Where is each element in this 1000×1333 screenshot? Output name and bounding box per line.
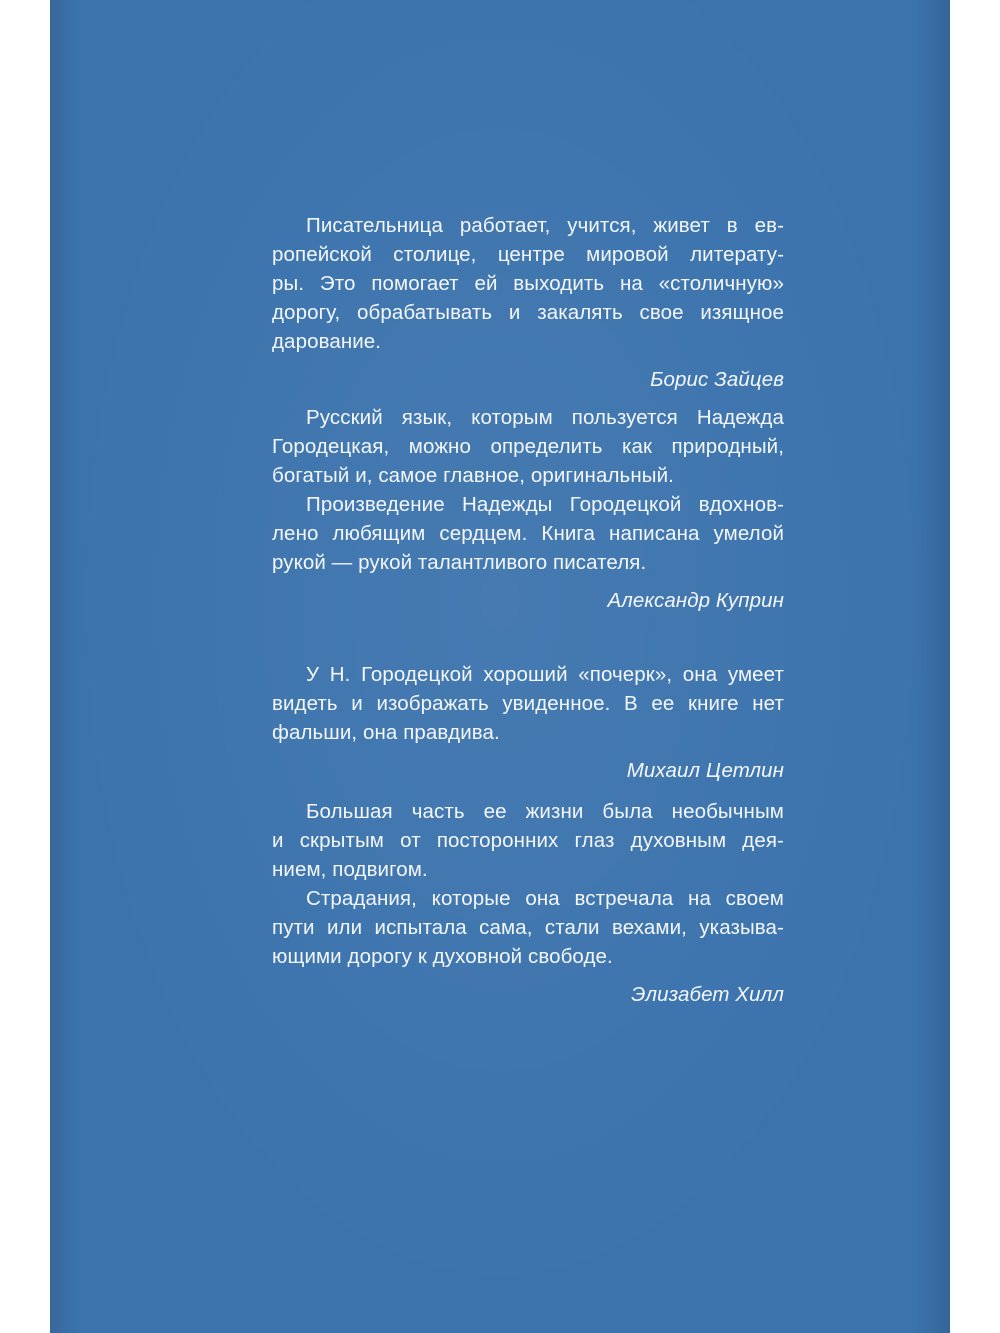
quote-line: и скрытым от посторонних глаз духовным дея- bbox=[272, 829, 784, 852]
book-back-cover bbox=[50, 0, 950, 1333]
quote-elizabeth-hill bbox=[272, 797, 784, 1009]
quote-line: видеть и изображать увиденное. В ее книге нет bbox=[272, 692, 784, 715]
quote-line: Русский язык, которым пользуется Надежда bbox=[306, 406, 784, 429]
quote-line: дарование. bbox=[272, 330, 382, 353]
quote-line: богатый и, самое главное, оригинальный. bbox=[272, 464, 674, 487]
quote-line: Городецкая, можно определить как природный, bbox=[272, 435, 784, 458]
quote-author: Борис Зайцев bbox=[650, 368, 784, 391]
quote-alexander-kuprin bbox=[272, 403, 784, 615]
quote-line: Писательница работает, учится, живет в ев- bbox=[306, 214, 784, 237]
quote-boris-zaitsev bbox=[272, 211, 784, 394]
quote-line: ры. Это помогает ей выходить на «столичную» bbox=[272, 272, 784, 295]
quote-author: Михаил Цетлин bbox=[626, 759, 784, 782]
quote-line: рукой — рукой талантливого писателя. bbox=[272, 551, 647, 574]
quote-line: Страдания, которые она встречала на своем bbox=[306, 887, 784, 910]
quote-line: дорогу, обрабатывать и закалять свое изящное bbox=[272, 301, 784, 324]
quote-line: ющими дорогу к духовной свободе. bbox=[272, 945, 613, 968]
quote-line: фальши, она правдива. bbox=[272, 721, 500, 744]
quote-author: Элизабет Хилл bbox=[631, 983, 784, 1006]
quote-line: У Н. Городецкой хороший «почерк», она умеет bbox=[306, 663, 784, 686]
quote-mikhail-tsetlin bbox=[272, 660, 784, 785]
quote-line: Большая часть ее жизни была необычным bbox=[306, 800, 784, 823]
quote-author: Александр Куприн bbox=[607, 589, 784, 612]
quote-line: пути или испытала сама, стали вехами, указыва- bbox=[272, 916, 784, 939]
quote-line: Произведение Надежды Городецкой вдохнов- bbox=[306, 493, 784, 516]
quote-line: ропейской столице, центре мировой литерату- bbox=[272, 243, 784, 266]
quote-line: нием, подвигом. bbox=[272, 858, 428, 881]
quote-line: лено любящим сердцем. Книга написана умелой bbox=[272, 522, 784, 545]
